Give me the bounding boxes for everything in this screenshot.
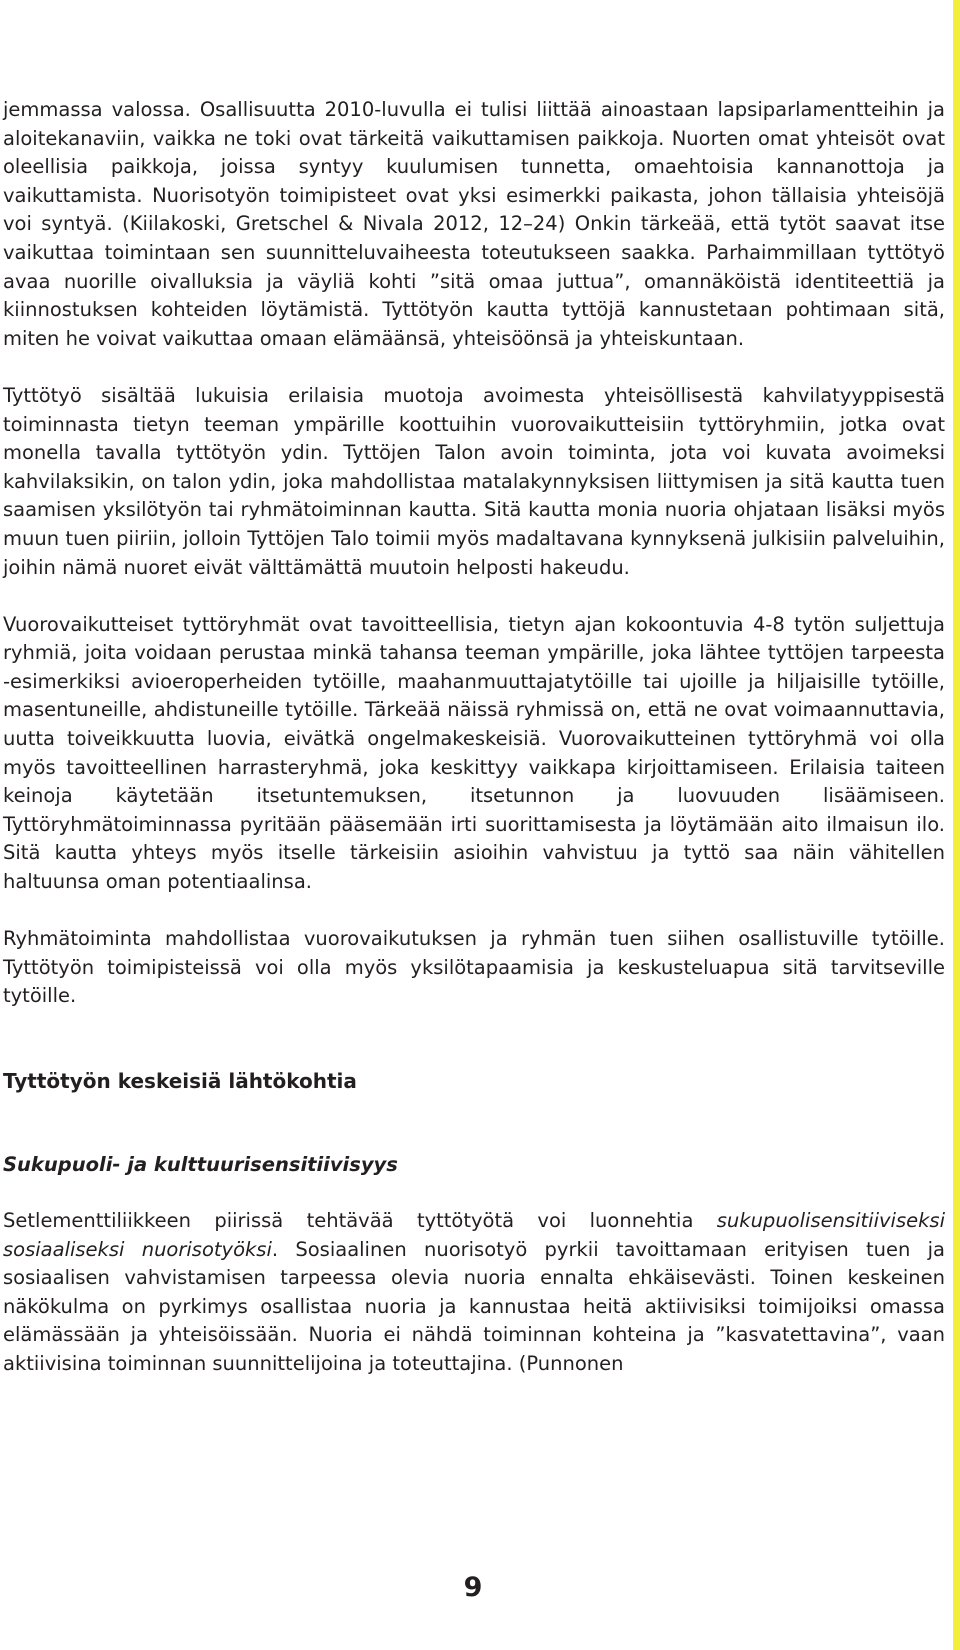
paragraph-5 [3, 1207, 945, 1379]
paragraph-3: Vuorovaikutteiset tyttöryhmät ovat tavoitteellisia, tietyn ajan kokoontuvia 4-8 tytön suljettuja ryhmiä, joita voidaan perustaa minkä tahansa teeman ympärille, joka lähtee tyttöjen tarpeesta -esimerkiksi avioeroperheiden tytöille, maahanmuuttajatytöille tai ujoille ja hiljaisille tytöille, masentuneille, ahdistuneille tytöille. Tärkeää näissä ryhmissä on, että ne ovat voimaannuttavia, uutta toiveikkuutta luovia, eivätkä ongelmakeskeisiä. Vuorovaikutteinen tyttöryhmä voi olla myös tavoitteellinen harrasteryhmä, joka keskittyy vaikkapa kirjoittamiseen. Erilaisia taiteen keinoja käytetään itsetuntemuksen, itsetunnon ja luovuuden lisäämiseen. Tyttöryhmätoiminnassa pyritään pääsemään irti suorittamisesta ja löytämään aito ilmaisun ilo. Sitä kautta yhteys myös itselle tärkeisiin asioihin vahvistuu ja tyttö saa näin vähitellen haltuunsa oman potentiaalinsa. [3, 612, 945, 894]
paragraph-4: Ryhmätoiminta mahdollistaa vuorovaikutuksen ja ryhmän tuen siihen osallistuville tytöille. Tyttötyön toimipisteissä voi olla myös yksilötapaamisia ja keskusteluapua sitä tarvitseville tytöille. [3, 927, 945, 1008]
document-body [3, 96, 945, 1379]
page-number: 9 [463, 1572, 483, 1603]
paragraph-5-lead: Setlementtiliikkeen piirissä tehtävää tyttötyötä voi luonnehtia [3, 1209, 717, 1232]
section-heading: Tyttötyön keskeisiä lähtökohtia [3, 1069, 357, 1093]
paragraph-2: Tyttötyö sisältää lukuisia erilaisia muotoja avoimesta yhteisöllisestä kahvilatyyppisestä toiminnasta tietyn teeman ympärille koottuihin vuorovaikutteisiin tyttöryhmiin, jotka ovat monella tavalla tyttötyön ydin. Tyttöjen Talon avoin toiminta, jota voi kuvata avoimeksi kahvilaksikin, on talon ydin, joka mahdollistaa matalakynnyksisen liittymisen ja sitä kautta tuen saamisen yksilötyön tai ryhmätoiminnan kautta. Sitä kautta monia nuoria ohjataan lisäksi myös muun tuen piiriin, jolloin Tyttöjen Talo toimii myös madaltavana kynnyksenä julkisiin palveluihin, joihin nämä nuoret eivät välttämättä muutoin helposti hakeudu. [3, 383, 945, 579]
paragraph-5-rest: . Sosiaalinen nuorisotyö pyrkii tavoittamaan erityisen tuen ja sosiaalisen vahvistamisen tarpeessa olevia nuoria ennalta ehkäisevästi. Toinen keskeinen näkökulma on pyrkimys osallistaa nuoria ja kannustaa heitä aktiivisiksi toimijoiksi omassa elämässään ja yhteisöissään. Nuoria ei nähdä toiminnan kohteina ja ”kasvatettavina”, vaan aktiivisina toiminnan suunnittelijoina ja toteuttajina. (Punnonen [3, 1237, 945, 1375]
accent-stripe [953, 0, 960, 1650]
paragraph-5-emphasis: sukupuolisensitiiviseksi sosiaaliseksi nuorisotyöksi [3, 1209, 945, 1261]
paragraph-1: jemmassa valossa. Osallisuutta 2010-luvulla ei tulisi liittää ainoastaan lapsiparlamentteihin ja aloitekanaviin, vaikka ne toki ovat tärkeitä vaikuttamisen paikkoja. Nuorten omat yhteisöt ovat oleellisia paikkoja, joissa syntyy kuulumisen tunnetta, omaehtoisia kannanottoja ja vaikuttamista. Nuorisotyön toimipisteet ovat yksi esimerkki paikasta, johon tällaisia yhteisöjä voi syntyä. (Kiilakoski, Gretschel & Nivala 2012, 12–24) Onkin tärkeää, että tytöt saavat itse vaikuttaa toimintaan sen suunnitteluvaiheesta toteutukseen saakka. Parhaimmillaan tyttötyö avaa nuorille oivalluksia ja väyliä kohti ”sitä omaa juttua”, omannäköistä identiteettiä ja kiinnostuksen kohteiden löytämistä. Tyttötyön kautta tyttöjä kannustetaan pohtimaan sitä, miten he voivat vaikuttaa omaan elämäänsä, yhteisöönsä ja yhteiskuntaan. [3, 98, 945, 350]
subsection-heading: Sukupuoli- ja kulttuurisensitiivisyys [3, 1153, 398, 1176]
